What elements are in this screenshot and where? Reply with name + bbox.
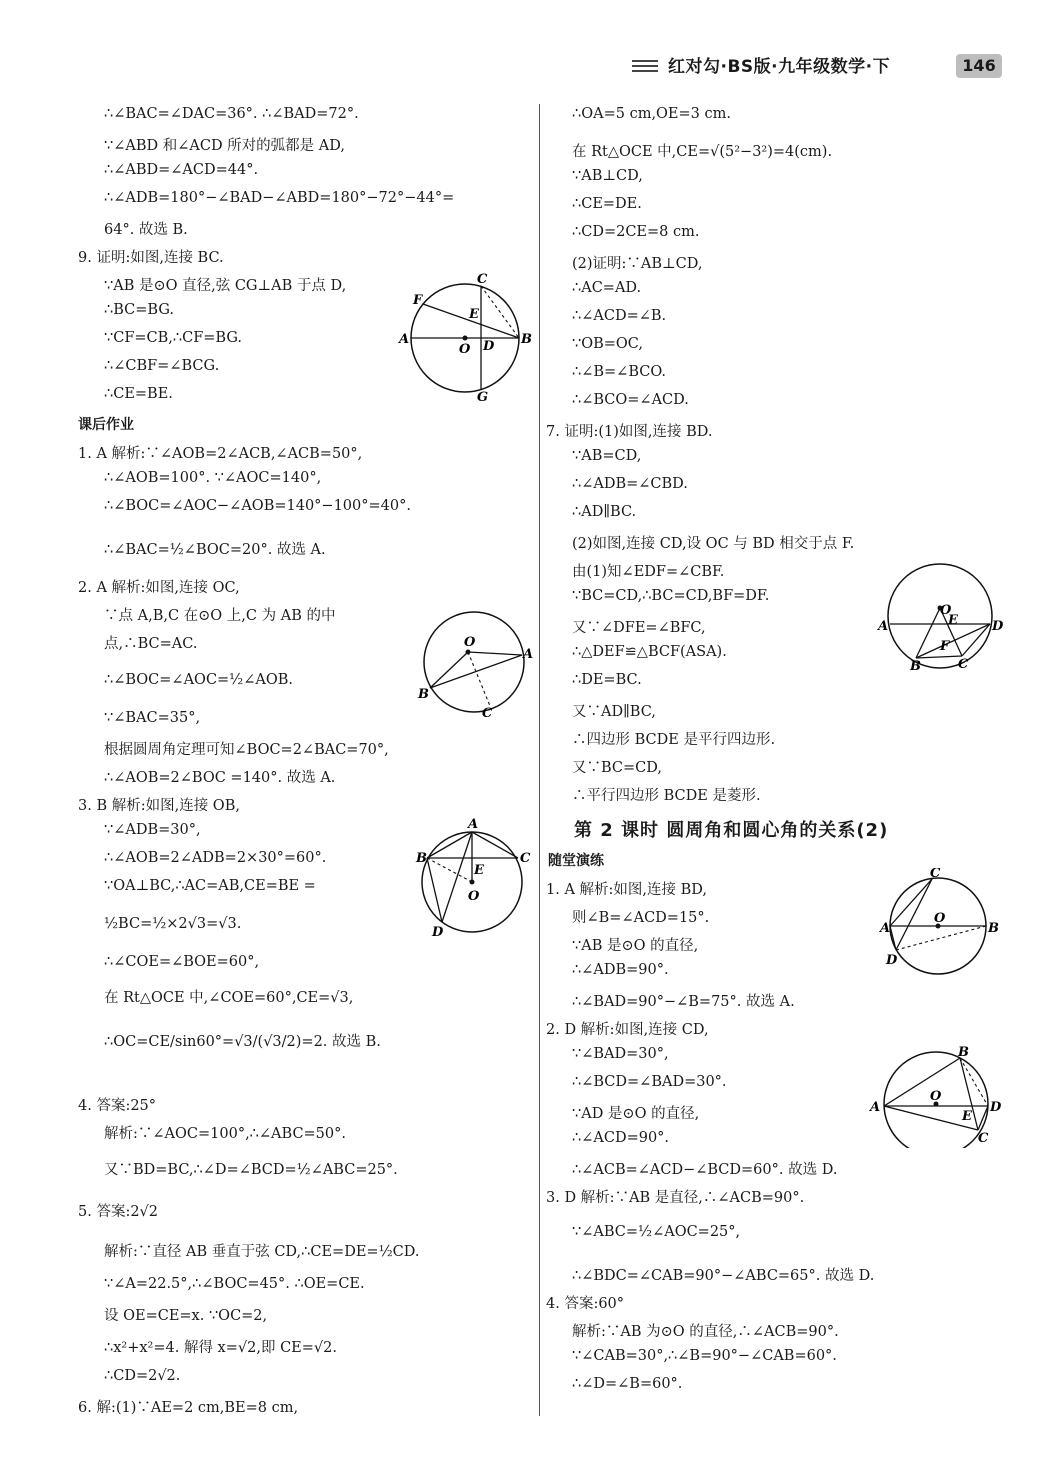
svg-text:E: E [474, 863, 484, 878]
svg-text:A: A [880, 921, 891, 936]
text-line: ∵∠ABD 和∠ACD 所对的弧都是 AD, [104, 138, 345, 154]
header-lines-icon [632, 60, 658, 75]
text-line: ∵∠CAB=30°,∴∠B=90°−∠CAB=60°. [572, 1348, 837, 1364]
text-line: ∵AB⊥CD, [572, 168, 643, 184]
svg-text:F: F [940, 639, 950, 654]
svg-text:G: G [477, 390, 489, 405]
text-line: 根据圆周角定理可知∠BOC=2∠BAC=70°, [104, 742, 389, 758]
text-line: ∴∠ADB=90°. [572, 962, 669, 978]
text-line: 解析:∵直径 AB 垂直于弦 CD,∴CE=DE=½CD. [104, 1244, 420, 1260]
text-line: ∴AC=AD. [572, 280, 642, 296]
text-line: 设 OE=CE=x. ∵OC=2, [104, 1308, 268, 1324]
text-line: ∴∠AOB=2∠ADB=2×30°=60°. [104, 850, 327, 866]
text-line: ∴∠BCO=∠ACD. [572, 392, 689, 408]
text-line: 由(1)知∠EDF=∠CBF. [572, 564, 725, 580]
svg-text:B: B [521, 332, 532, 347]
text-line: 7. 证明:(1)如图,连接 BD. [546, 424, 713, 440]
figure-problem-9 [395, 270, 535, 405]
svg-text:C: C [520, 851, 531, 866]
text-line: 又∵AD∥BC, [572, 704, 656, 720]
svg-text:C: C [482, 706, 493, 721]
text-line: ∴CD=2CE=8 cm. [572, 224, 700, 240]
text-line: 解析:∵∠AOC=100°,∴∠ABC=50°. [104, 1126, 346, 1142]
text-line: ∴∠COE=∠BOE=60°, [104, 954, 260, 970]
text-line: 解析:∵AB 为⊙O 的直径,∴∠ACB=90°. [572, 1324, 839, 1340]
text-line: ∴∠ADB=180°−∠BAD−∠ABD=180°−72°−44°= [104, 190, 455, 206]
text-line: ∵BC=CD,∴BC=CD,BF=DF. [572, 588, 770, 604]
text-line: ∴OC=CE/sin60°=√3/(√3/2)=2. 故选 B. [104, 1034, 381, 1050]
svg-text:O: O [940, 603, 952, 618]
text-line: 2. A 解析:如图,连接 OC, [78, 580, 240, 596]
text-line: ∵AB=CD, [572, 448, 642, 464]
text-line: ∴∠BAC=½∠BOC=20°. 故选 A. [104, 542, 326, 558]
svg-text:D: D [990, 1100, 1002, 1115]
text-line: ∴CE=DE. [572, 196, 642, 212]
figure-lesson2-problem-1 [876, 868, 1006, 976]
text-line: (2)证明:∵AB⊥CD, [572, 256, 703, 272]
text-line: ∴△DEF≌△BCF(ASA). [572, 644, 727, 660]
text-line: 点,∴BC=AC. [104, 636, 198, 652]
svg-text:A: A [870, 1100, 881, 1115]
svg-text:C: C [477, 272, 488, 287]
svg-text:O: O [934, 911, 946, 926]
text-line: ∵∠BAD=30°, [572, 1046, 669, 1062]
text-line: ½BC=½×2√3=√3. [104, 916, 242, 932]
svg-text:D: D [886, 953, 898, 968]
figure-problem-3 [412, 818, 537, 943]
text-line: ∴BC=BG. [104, 302, 174, 318]
text-line: ∴∠ACB=∠ACD−∠BCD=60°. 故选 D. [572, 1162, 838, 1178]
text-line: ∵∠BAC=35°, [104, 710, 201, 726]
text-line: ∵∠ABC=½∠AOC=25°, [572, 1224, 741, 1240]
figure-problem-2 [412, 606, 537, 721]
text-line: ∵AB 是⊙O 直径,弦 CG⊥AB 于点 D, [104, 278, 347, 294]
text-line: 3. D 解析:∵AB 是直径,∴∠ACB=90°. [546, 1190, 805, 1206]
text-line: 又∵BD=BC,∴∠D=∠BCD=½∠ABC=25°. [104, 1162, 398, 1178]
text-line: ∴∠BCD=∠BAD=30°. [572, 1074, 727, 1090]
svg-text:C: C [958, 657, 969, 672]
svg-text:E: E [469, 307, 479, 322]
text-line: ∴∠ADB=∠CBD. [572, 476, 688, 492]
section-heading: 随堂演练 [548, 853, 604, 869]
page-number: 146 [956, 54, 1002, 78]
text-line: 在 Rt△OCE 中,CE=√(5²−3²)=4(cm). [572, 144, 833, 160]
text-line: 5. 答案:2√2 [78, 1204, 159, 1220]
text-line: ∴∠AOB=2∠BOC =140°. 故选 A. [104, 770, 336, 786]
svg-text:O: O [930, 1089, 942, 1104]
text-line: 1. A 解析:如图,连接 BD, [546, 882, 708, 898]
text-line: ∵AB 是⊙O 的直径, [572, 938, 699, 954]
text-line: ∴AD∥BC. [572, 504, 637, 520]
column-divider [539, 104, 540, 1416]
svg-text:B: B [418, 687, 429, 702]
svg-text:C: C [930, 868, 941, 881]
text-line: ∴∠BAC=∠DAC=36°. ∴∠BAD=72°. [104, 106, 359, 122]
text-line: ∴∠BOC=∠AOC=½∠AOB. [104, 672, 294, 688]
text-line: ∴四边形 BCDE 是平行四边形. [572, 732, 776, 748]
svg-text:O: O [464, 635, 476, 650]
text-line: ∵AD 是⊙O 的直径, [572, 1106, 700, 1122]
svg-text:B: B [988, 921, 999, 936]
text-line: ∵CF=CB,∴CF=BG. [104, 330, 243, 346]
svg-text:D: D [432, 925, 444, 940]
svg-text:A: A [523, 647, 534, 662]
text-line: 64°. 故选 B. [104, 222, 188, 238]
text-line: 4. 答案:25° [78, 1098, 157, 1114]
header-title: 红对勾·BS版·九年级数学·下 [668, 57, 891, 77]
text-line: ∵OB=OC, [572, 336, 643, 352]
text-line: ∴x²+x²=4. 解得 x=√2,即 CE=√2. [104, 1340, 337, 1356]
figure-lesson2-problem-2 [866, 1044, 1006, 1148]
svg-text:E: E [948, 613, 958, 628]
text-line: ∴∠BAD=90°−∠B=75°. 故选 A. [572, 994, 795, 1010]
svg-text:C: C [978, 1131, 989, 1146]
text-line: ∴DE=BC. [572, 672, 642, 688]
svg-text:B: B [416, 851, 427, 866]
text-line: 则∠B=∠ACD=15°. [572, 910, 710, 926]
text-line: ∵OA⊥BC,∴AC=AB,CE=BE = [104, 878, 316, 894]
text-line: 又∵BC=CD, [572, 760, 662, 776]
page-header [0, 40, 1058, 90]
svg-text:A: A [878, 619, 889, 634]
text-line: ∵点 A,B,C 在⊙O 上,C 为 AB 的中 [104, 608, 336, 624]
text-line: 4. 答案:60° [546, 1296, 625, 1312]
svg-text:F: F [413, 293, 423, 308]
text-line: ∴∠ACD=∠B. [572, 308, 667, 324]
text-line: (2)如图,连接 CD,设 OC 与 BD 相交于点 F. [572, 536, 855, 552]
text-line: 1. A 解析:∵∠AOB=2∠ACB,∠ACB=50°, [78, 446, 363, 462]
svg-text:E: E [962, 1109, 972, 1124]
text-line: ∴∠BDC=∠CAB=90°−∠ABC=65°. 故选 D. [572, 1268, 875, 1284]
text-line: 在 Rt△OCE 中,∠COE=60°,CE=√3, [104, 990, 354, 1006]
text-line: ∴∠B=∠BCO. [572, 364, 666, 380]
section-heading: 课后作业 [78, 417, 134, 433]
svg-text:D: D [483, 339, 495, 354]
text-line: ∵∠A=22.5°,∴∠BOC=45°. ∴OE=CE. [104, 1276, 365, 1292]
text-line: ∴∠ACD=90°. [572, 1130, 670, 1146]
text-line: ∴∠AOB=100°. ∵∠AOC=140°, [104, 470, 322, 486]
text-line: ∴∠CBF=∠BCG. [104, 358, 220, 374]
figure-problem-7 [874, 558, 1009, 673]
svg-text:B: B [958, 1045, 969, 1060]
text-line: ∴CD=2√2. [104, 1368, 181, 1384]
text-line: ∵∠ADB=30°, [104, 822, 201, 838]
svg-text:O: O [468, 889, 480, 904]
text-line: 2. D 解析:如图,连接 CD, [546, 1022, 709, 1038]
svg-text:A: A [399, 332, 410, 347]
text-line: 6. 解:(1)∵AE=2 cm,BE=8 cm, [78, 1400, 299, 1416]
lesson-title: 第 2 课时 圆周角和圆心角的关系(2) [574, 820, 889, 841]
text-line: ∴∠D=∠B=60°. [572, 1376, 683, 1392]
text-line: ∴CE=BE. [104, 386, 173, 402]
text-line: 又∵∠DFE=∠BFC, [572, 620, 706, 636]
svg-text:D: D [992, 619, 1004, 634]
text-line: ∴∠BOC=∠AOC−∠AOB=140°−100°=40°. [104, 498, 411, 514]
text-line: 3. B 解析:如图,连接 OB, [78, 798, 240, 814]
text-line: 9. 证明:如图,连接 BC. [78, 250, 224, 266]
text-line: ∴∠ABD=∠ACD=44°. [104, 162, 259, 178]
text-line: ∴OA=5 cm,OE=3 cm. [572, 106, 731, 122]
svg-text:B: B [910, 659, 921, 673]
svg-text:O: O [459, 342, 471, 357]
text-line: ∴平行四边形 BCDE 是菱形. [572, 788, 761, 804]
svg-text:A: A [468, 818, 479, 832]
